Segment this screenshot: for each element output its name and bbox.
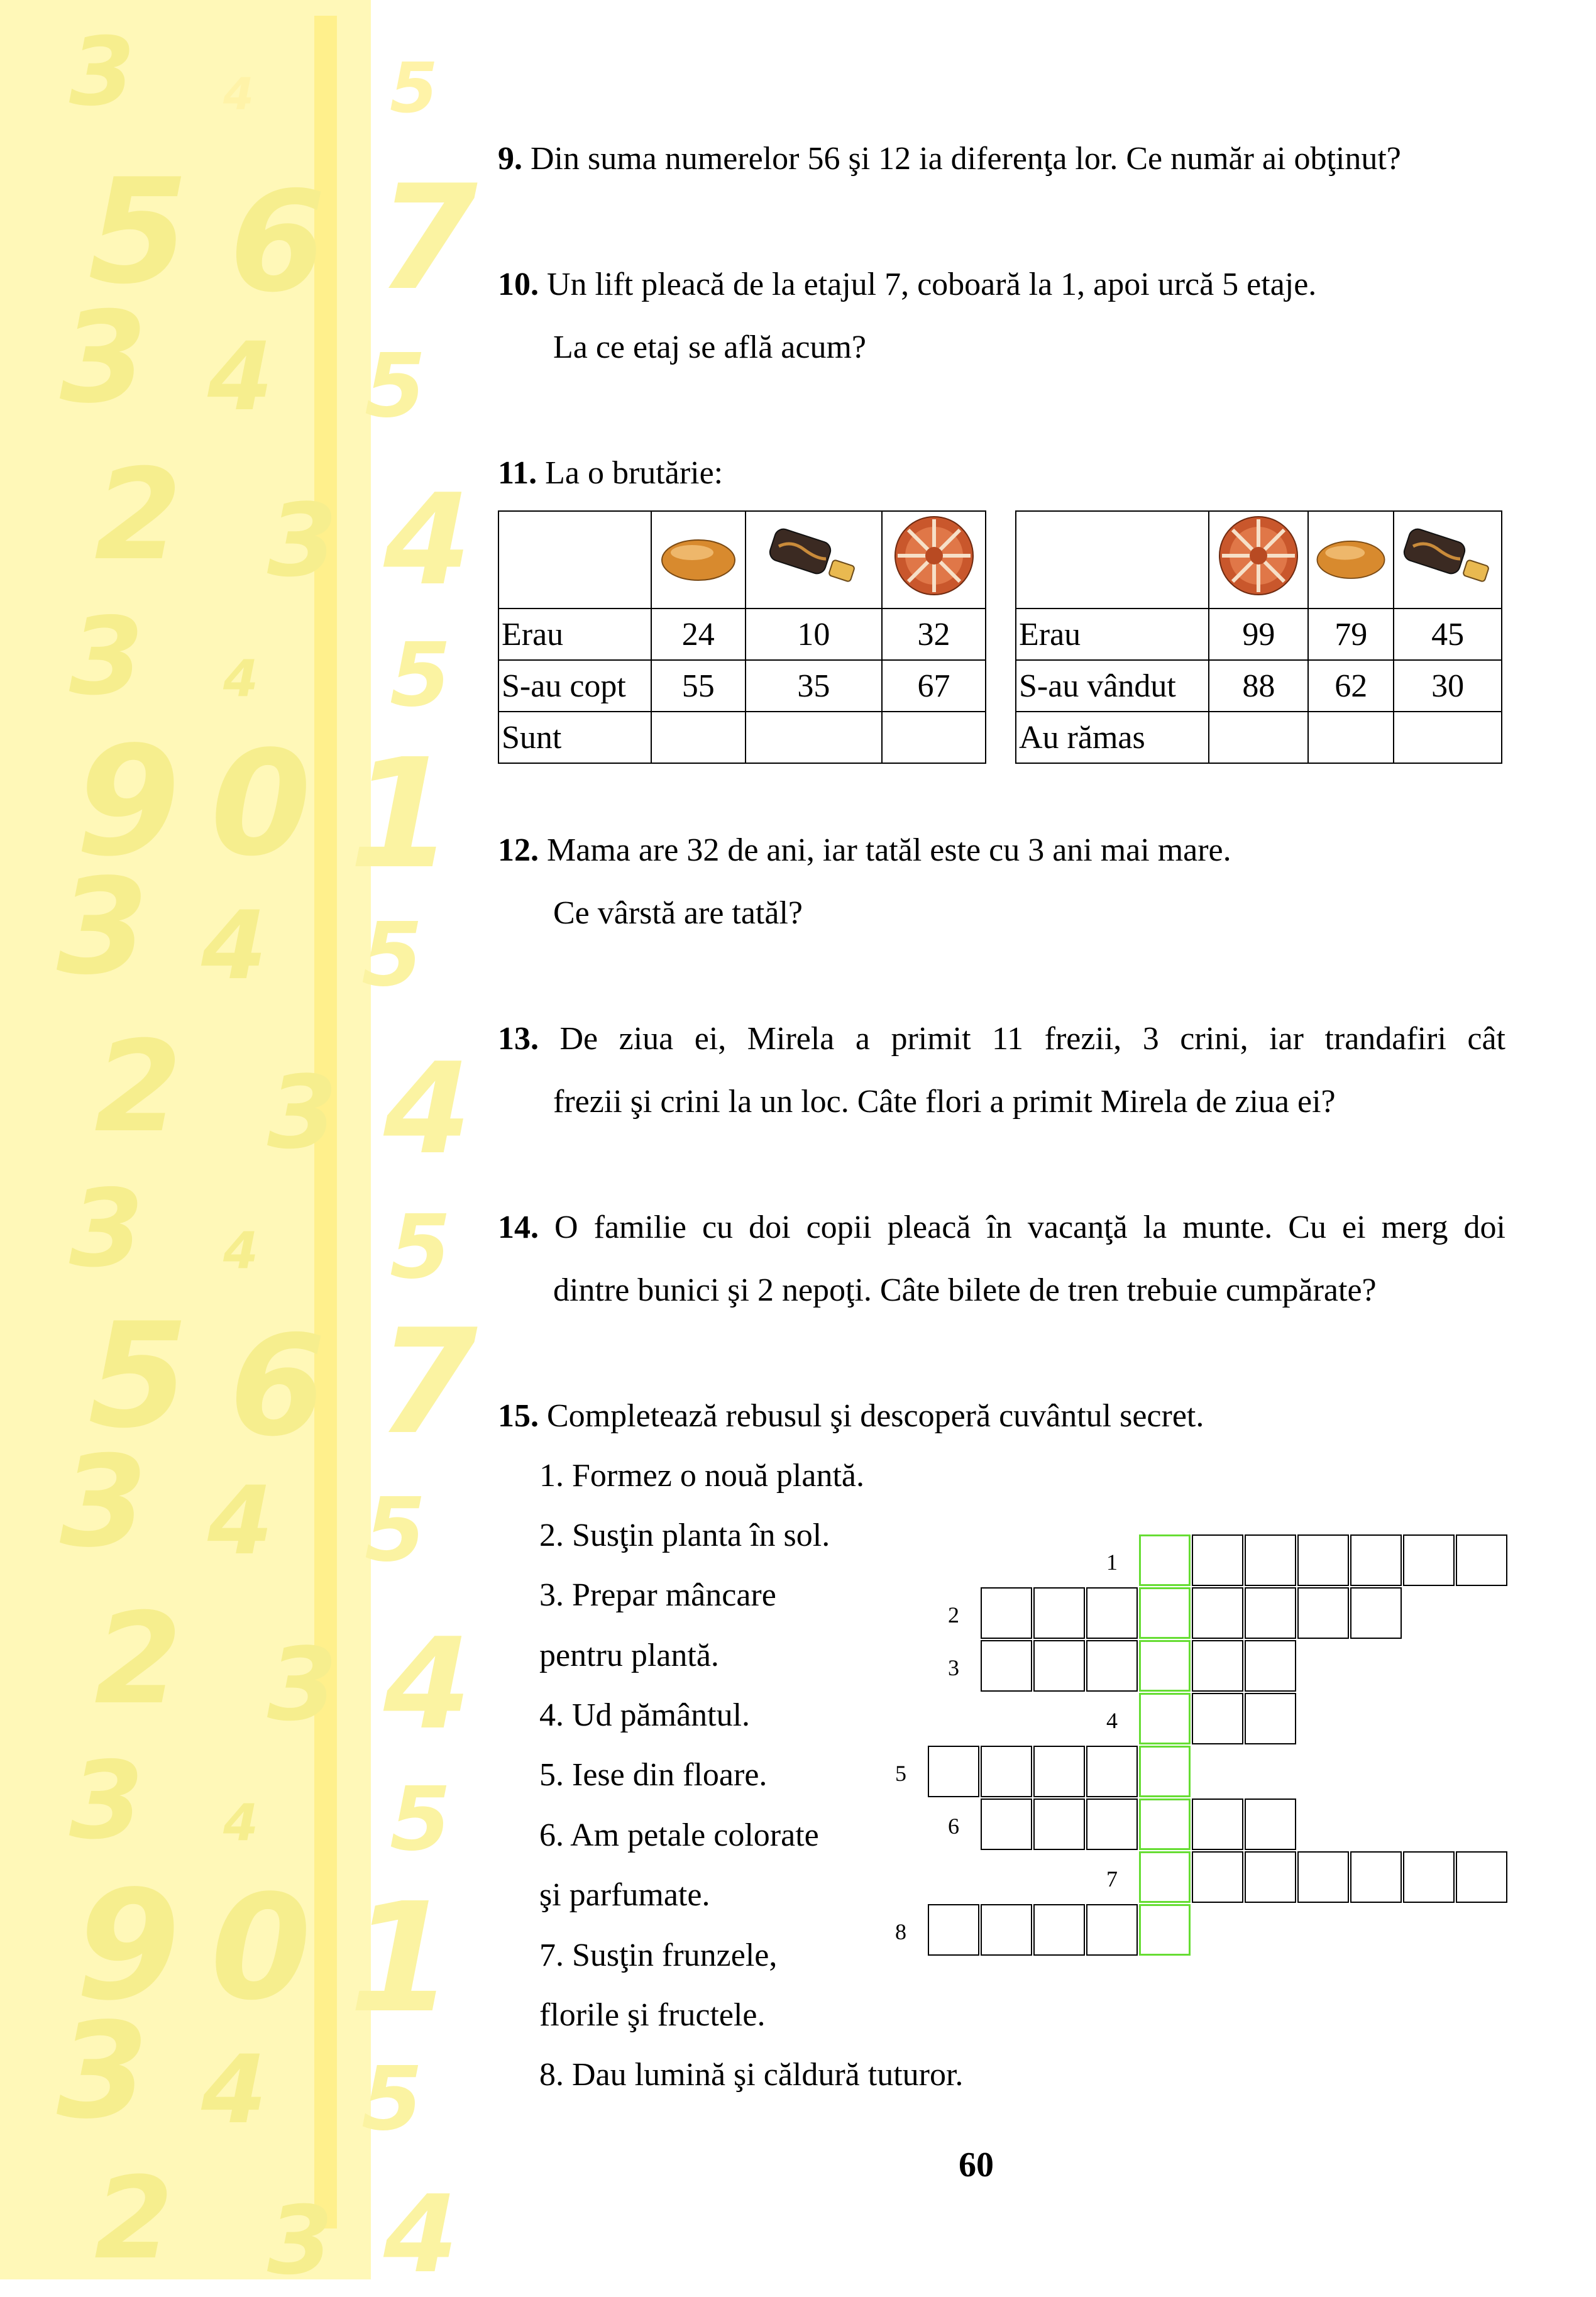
- decor-digit: 5: [361, 904, 423, 1006]
- crossword-cell[interactable]: [981, 1798, 1032, 1850]
- crossword-cell[interactable]: [1350, 1534, 1402, 1586]
- decor-digit: 2: [94, 2153, 173, 2284]
- crossword-cell[interactable]: [981, 1587, 1032, 1639]
- decor-digit: 1: [349, 1870, 454, 2046]
- crossword-cell[interactable]: [1033, 1798, 1085, 1850]
- crossword-row-number: 3: [948, 1655, 959, 1680]
- crossword-row-number: 5: [895, 1761, 906, 1786]
- crossword-cell[interactable]: [1245, 1640, 1296, 1692]
- crossword-cell-secret[interactable]: [1139, 1798, 1191, 1850]
- decor-digit: 5: [390, 624, 451, 727]
- decor-digit: 3: [267, 1626, 338, 1743]
- sweet-roll-icon: [766, 521, 861, 590]
- bakery-table-baked: [498, 510, 986, 764]
- problem-number: 11.: [498, 455, 537, 491]
- table-cell: 24: [651, 609, 746, 660]
- table-image-cell: [1308, 511, 1394, 609]
- decorative-sidebar: [0, 0, 478, 2297]
- problem-13: [498, 1023, 1505, 1055]
- decor-digit: 3: [69, 595, 144, 719]
- decor-digit: 3: [267, 2186, 333, 2296]
- crossword-cell[interactable]: [928, 1746, 979, 1797]
- crossword-cell[interactable]: [1086, 1904, 1138, 1956]
- table-cell: 45: [1394, 609, 1502, 660]
- decor-digit: 4: [383, 467, 471, 614]
- crossword-cell[interactable]: [1245, 1534, 1296, 1586]
- table-cell: 62: [1308, 660, 1394, 712]
- crossword-cell[interactable]: [928, 1904, 979, 1956]
- table-cell: 30: [1394, 660, 1502, 712]
- decor-digit: 3: [267, 482, 338, 599]
- table-image-cell: [1209, 511, 1308, 609]
- crossword-row-number: 1: [1106, 1550, 1118, 1575]
- decor-digit: 3: [60, 285, 148, 431]
- table-image-cell: [1394, 511, 1502, 609]
- decor-digit: 5: [365, 335, 426, 438]
- crossword-cell[interactable]: [1086, 1798, 1138, 1850]
- decor-digit: 9: [75, 713, 180, 890]
- crossword-row-number: 6: [948, 1814, 959, 1839]
- crossword-cell[interactable]: [1350, 1587, 1402, 1639]
- page-number: 60: [959, 2146, 994, 2184]
- table-image-cell: [746, 511, 882, 609]
- crossword-cell[interactable]: [1192, 1640, 1243, 1692]
- crossword-cell[interactable]: [1192, 1534, 1243, 1586]
- problem-14: [498, 1211, 1505, 1244]
- table-row-label: Sunt: [498, 712, 651, 763]
- crossword-row-number: 4: [1106, 1708, 1118, 1733]
- crossword-cell[interactable]: [1192, 1693, 1243, 1744]
- decor-digit: 4: [207, 1467, 273, 1576]
- clue: 7. Susţin frunzele,: [539, 1937, 778, 1973]
- decor-digit: 6: [229, 162, 326, 322]
- decor-digit: 4: [383, 1611, 471, 1758]
- problem-number: 9.: [498, 141, 522, 177]
- decor-digit: 5: [390, 1768, 451, 1871]
- decor-digit: 0: [211, 1865, 312, 2032]
- crossword-cell[interactable]: [1403, 1851, 1455, 1903]
- table-cell: 99: [1209, 609, 1308, 660]
- crossword-row-number: 2: [948, 1602, 959, 1628]
- problem-number: 12.: [498, 832, 539, 868]
- decor-digit: 5: [88, 148, 189, 316]
- bread-loaf-icon: [1313, 529, 1389, 582]
- table-row-label: Erau: [1016, 609, 1209, 660]
- answer-cell[interactable]: [746, 712, 882, 763]
- clue: 5. Iese din floare.: [539, 1757, 768, 1793]
- crossword-cell[interactable]: [981, 1904, 1032, 1956]
- table-cell: 55: [651, 660, 746, 712]
- round-bread-icon: [887, 512, 981, 600]
- clue: 1. Formez o nouă plantă.: [539, 1458, 864, 1494]
- crossword-cell[interactable]: [981, 1746, 1032, 1797]
- problem-10-line2: La ce etaj se află acum?: [553, 329, 866, 365]
- crossword-cell-secret[interactable]: [1139, 1640, 1191, 1692]
- problem-11: [498, 457, 723, 490]
- decor-digit: 2: [94, 1586, 182, 1732]
- crossword-cell-secret[interactable]: [1139, 1693, 1191, 1744]
- answer-cell[interactable]: [1209, 712, 1308, 763]
- decor-digit: 7: [377, 155, 478, 322]
- crossword-cell[interactable]: [1297, 1851, 1349, 1903]
- decor-digit: 3: [60, 1429, 148, 1575]
- round-bread-icon: [1211, 512, 1306, 600]
- decor-digit: 3: [267, 1054, 338, 1171]
- crossword-cell-secret[interactable]: [1139, 1904, 1191, 1956]
- table-image-cell: [651, 511, 746, 609]
- table-cell: 10: [746, 609, 882, 660]
- crossword-cell[interactable]: [1033, 1746, 1085, 1797]
- problem-12-line2: Ce vârstă are tatăl?: [553, 895, 803, 931]
- problem-text: Completează rebusul şi descoperă cuvântul secret.: [547, 1398, 1204, 1434]
- crossword-cell[interactable]: [1033, 1587, 1085, 1639]
- decor-digit: 4: [383, 2173, 458, 2297]
- crossword-cell-secret[interactable]: [1139, 1851, 1191, 1903]
- crossword-cell[interactable]: [1245, 1693, 1296, 1744]
- problem-text: Mama are 32 de ani, iar tatăl este cu 3 ani mai mare.: [547, 832, 1231, 868]
- decor-digit: 3: [57, 1994, 149, 2148]
- decor-digit: 3: [57, 850, 149, 1004]
- problem-text: O familie cu doi copii pleacă în vacanţă la munte. Cu ei merg doi: [554, 1209, 1505, 1245]
- decor-digit: 4: [201, 2035, 267, 2145]
- clue: florile şi fructele.: [539, 1997, 766, 2033]
- table-cell: 35: [746, 660, 882, 712]
- crossword-cell[interactable]: [1033, 1640, 1085, 1692]
- decor-digit: 7: [377, 1299, 478, 1467]
- decor-digit: 4: [223, 1221, 258, 1280]
- clue: 3. Prepar mâncare: [539, 1577, 776, 1613]
- bread-loaf-icon: [658, 527, 739, 584]
- problem-14-line2: dintre bunici şi 2 nepoţi. Câte bilete de tren trebuie cumpărate?: [553, 1272, 1377, 1308]
- problem-13-line2: frezii şi crini la un loc. Câte flori a primit Mirela de ziua ei?: [553, 1084, 1336, 1120]
- crossword-row-number: 8: [895, 1919, 906, 1944]
- decor-digit: 1: [349, 726, 454, 902]
- crossword-cell-secret[interactable]: [1139, 1534, 1191, 1586]
- decor-digit: 4: [201, 891, 267, 1001]
- crossword-cell[interactable]: [1245, 1851, 1296, 1903]
- decor-digit: 4: [223, 69, 254, 120]
- clue: 6. Am petale colorate: [539, 1817, 819, 1853]
- crossword-cell[interactable]: [1297, 1587, 1349, 1639]
- decor-digit: 6: [229, 1306, 326, 1467]
- crossword-cell[interactable]: [1245, 1587, 1296, 1639]
- crossword-cell[interactable]: [1350, 1851, 1402, 1903]
- clue: şi parfumate.: [539, 1877, 710, 1913]
- table-row-label: Erau: [498, 609, 651, 660]
- answer-cell[interactable]: [1394, 712, 1502, 763]
- decor-digit: 4: [383, 1036, 471, 1182]
- decor-digit: 3: [69, 18, 135, 127]
- crossword-cell[interactable]: [1403, 1534, 1455, 1586]
- crossword-cell[interactable]: [1086, 1640, 1138, 1692]
- table-cell: 67: [882, 660, 986, 712]
- decor-digit: 2: [94, 442, 182, 588]
- table-image-cell: [882, 511, 986, 609]
- decor-digit: 5: [390, 48, 438, 128]
- crossword-cell-secret[interactable]: [1139, 1746, 1191, 1797]
- problem-15: [498, 1400, 1204, 1433]
- decor-digit: 5: [390, 1196, 451, 1299]
- decor-digit: 4: [223, 649, 258, 708]
- answer-cell[interactable]: [1308, 712, 1394, 763]
- crossword-cell[interactable]: [1192, 1798, 1243, 1850]
- crossword-cell[interactable]: [981, 1640, 1032, 1692]
- table-corner-cell: [498, 511, 651, 609]
- problem-10: [498, 268, 1316, 301]
- table-corner-cell: [1016, 511, 1209, 609]
- problem-12: [498, 834, 1231, 867]
- crossword-cell[interactable]: [1456, 1851, 1507, 1903]
- crossword-row-number: 7: [1106, 1866, 1118, 1892]
- decor-digit: 9: [75, 1858, 180, 2034]
- table-cell: 32: [882, 609, 986, 660]
- table-row-label: S-au copt: [498, 660, 651, 712]
- problem-9: [498, 143, 1401, 175]
- problem-text: Din suma numerelor 56 şi 12 ia diferenţa lor. Ce număr ai obţinut?: [531, 141, 1401, 177]
- table-cell: 79: [1308, 609, 1394, 660]
- crossword-cell[interactable]: [1456, 1534, 1507, 1586]
- problem-number: 15.: [498, 1398, 539, 1434]
- clue: 8. Dau lumină şi căldură tuturor.: [539, 2057, 964, 2093]
- problem-number: 10.: [498, 267, 539, 302]
- answer-cell[interactable]: [651, 712, 746, 763]
- decor-digit: 3: [69, 1739, 144, 1863]
- crossword-cell[interactable]: [1192, 1587, 1243, 1639]
- crossword-cell[interactable]: [1086, 1587, 1138, 1639]
- crossword-cell[interactable]: [1297, 1534, 1349, 1586]
- decor-digit: 5: [361, 2048, 423, 2151]
- bakery-table-sold: [1015, 510, 1502, 764]
- problem-text: De ziua ei, Mirela a primit 11 frezii, 3 crini, iar trandafiri cât: [559, 1021, 1505, 1057]
- clue: pentru plantă.: [539, 1638, 719, 1673]
- decor-digit: 5: [365, 1479, 426, 1582]
- decor-digit: 5: [88, 1292, 189, 1460]
- crossword-cell[interactable]: [1245, 1798, 1296, 1850]
- decor-digit: 3: [69, 1167, 144, 1291]
- answer-cell[interactable]: [882, 712, 986, 763]
- problem-text: La o brutărie:: [545, 455, 724, 491]
- crossword-cell-secret[interactable]: [1139, 1587, 1191, 1639]
- clue: 4. Ud pământul.: [539, 1697, 751, 1733]
- crossword-cell[interactable]: [1086, 1746, 1138, 1797]
- decor-digit: 4: [223, 1793, 258, 1852]
- crossword-cell[interactable]: [1033, 1904, 1085, 1956]
- table-cell: 88: [1209, 660, 1308, 712]
- decor-digit: 2: [94, 1014, 182, 1160]
- table-row-label: Au rămas: [1016, 712, 1209, 763]
- clue: 2. Susţin planta în sol.: [539, 1518, 830, 1553]
- problem-number: 13.: [498, 1021, 539, 1057]
- table-row-label: S-au vândut: [1016, 660, 1209, 712]
- problem-number: 14.: [498, 1209, 539, 1245]
- decor-digit: 0: [211, 720, 312, 888]
- sweet-roll-icon: [1401, 521, 1495, 590]
- problem-text: Un lift pleacă de la etajul 7, coboară la 1, apoi urcă 5 etaje.: [547, 267, 1317, 302]
- crossword-cell[interactable]: [1192, 1851, 1243, 1903]
- decor-digit: 4: [207, 322, 273, 432]
